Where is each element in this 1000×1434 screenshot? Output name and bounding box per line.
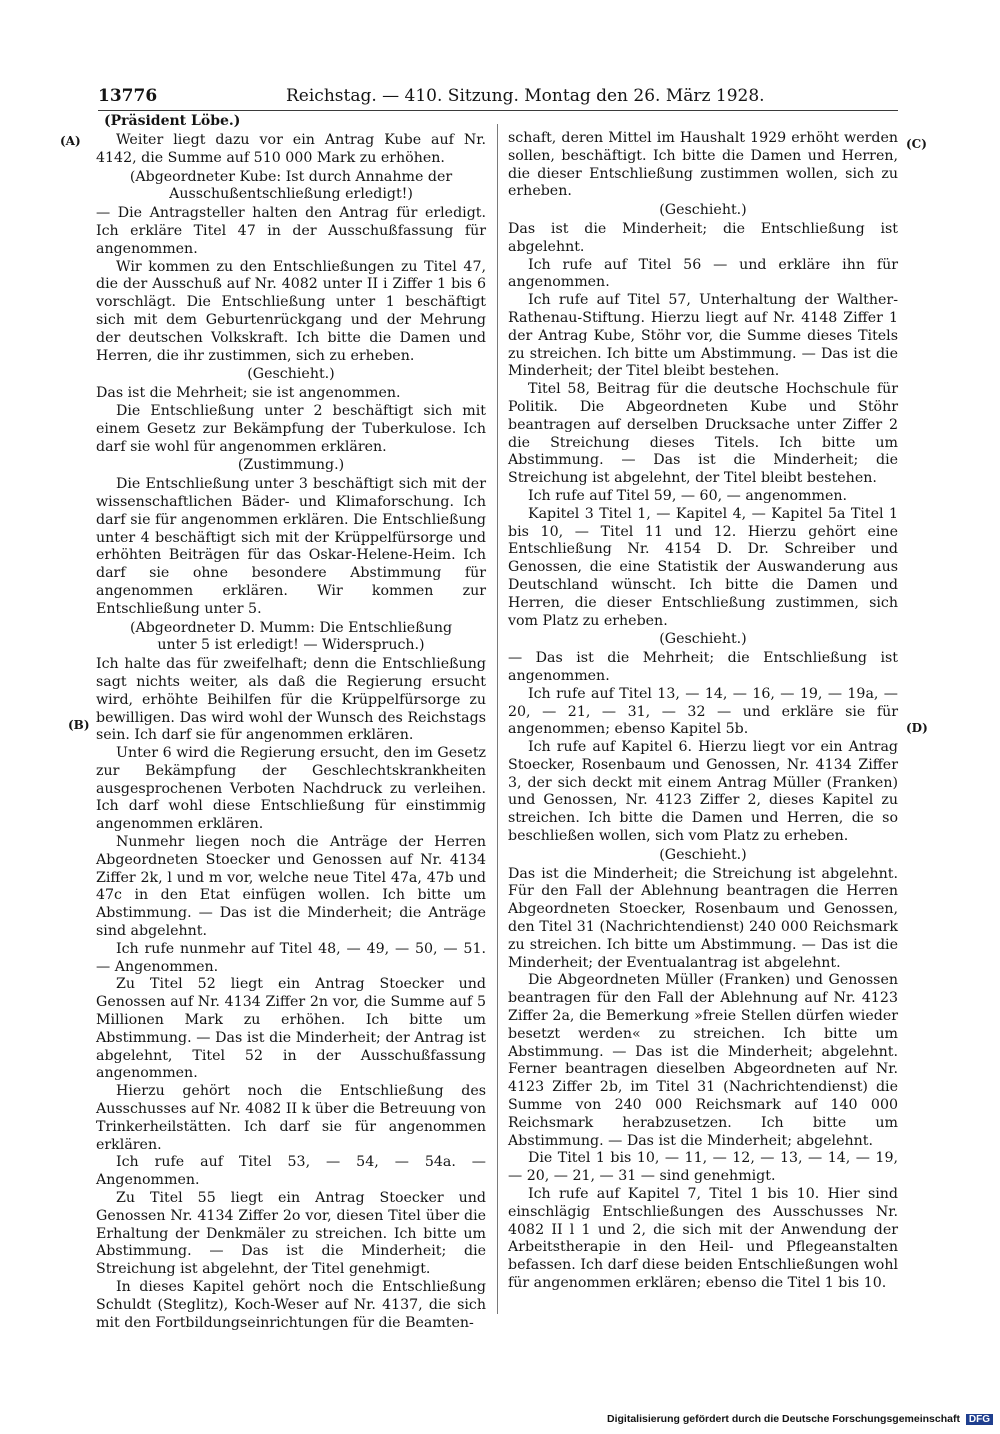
stage-direction: (Zustimmung.) [237,457,345,474]
paragraph: schaft, deren Mittel im Haushalt 1929 erhöht werden sollen, beschäftigt. Ich bitte die Damen und Herren, die dieser Entschließung zustimmen wollen, sich zu erheben. [508,130,898,200]
paragraph: Titel 58, Beitrag für die deutsche Hochschule für Politik. Die Abgeordneten Kube und Stöhr beantragen auf derselben Drucksache unter Ziffer 2 die Streichung dieses Titels. Ich bitte um Abstimmung. — Das ist die Minderheit; die Streichung ist abgelehnt, der Titel bleibt bestehen. [508,381,898,487]
paragraph: Ich rufe auf Titel 13, — 14, — 16, — 19, — 19a, — 20, — 21, — 31, — 32 — und erkläre sie für angenommen; ebenso Kapitel 5b. [508,685,898,738]
running-title: Reichstag. — 410. Sitzung. Montag den 26. März 1928. [286,86,765,106]
paragraph: Ich rufe auf Titel 56 — und erkläre ihn für angenommen. [508,256,898,291]
paragraph: Ich rufe auf Titel 53, — 54, — 54a. — Angenommen. [96,1154,486,1189]
paragraph: Weiter liegt dazu vor ein Antrag Kube auf Nr. 4142, die Summe auf 510 000 Mark zu erhöhen. [96,132,486,166]
paragraph: Ich rufe auf Titel 59, — 60, — angenommen. [528,487,848,504]
header-rule [98,110,898,111]
paragraph: Das ist die Minderheit; die Streichung ist abgelehnt. Für den Fall der Ablehnung beantragen die Herren Abgeordneten Stoecker, Rosenbaum und Genossen, den Titel 31 (Nachrichtendienst) 240 000 Reichsmark zu streichen. Ich bitte um Abstimmung. — Das ist die Minderheit; der Eventualantrag ist abgelehnt. [508,865,898,971]
interjection: (Abgeordneter Kube: Ist durch Annahme der Ausschußentschließung erledigt!) [129,168,453,203]
footer-text: Digitalisierung gefördert durch die Deutsche Forschungsgemeinschaft [607,1413,960,1425]
paragraph: — Das ist die Mehrheit; die Entschließung ist angenommen. [508,650,898,684]
paragraph: Kapitel 3 Titel 1, — Kapitel 4, — Kapitel 5a Titel 1 bis 10, — Titel 11 und 12. Hierzu gehört eine Entschließung Nr. 4154 D. Dr. Schreiber und Genossen, die eine Statistik der Auswanderung aus Deutschland wünscht. Ich bitte die Damen und Herren, die dieser Entschließung zustimmen, sich vom Platz zu erheben. [508,505,898,629]
margin-marker-c: (C) [906,137,927,151]
paragraph: Ich rufe auf Kapitel 6. Hierzu liegt vor ein Antrag Stoecker, Rosenbaum und Genossen, Nr. 4134 Ziffer 3, der sich deckt mit einem Antrag Müller (Franken) und Genossen, Nr. 4123 Ziffer 2, dieses Kapitel zu streichen. Ich bitte die Damen und Herren, die so beschließen wollen, sich vom Platz zu erheben. [508,739,898,845]
paragraph: Die Abgeordneten Müller (Franken) und Genossen beantragen für den Fall der Ablehnung auf Nr. 4123 Ziffer 2a, die Bemerkung »freie Stellen dürfen wieder besetzt werden« zu streichen. Ich bitte um Abstimmung. — Das ist die Minderheit; abgelehnt. Ferner beantragen dieselben Abgeordneten auf Nr. 4123 Ziffer 2b, im Titel 31 (Nachrichtendienst) die Summe von 240 000 Reichsmark auf 140 000 Reichsmark herabzusetzen. Ich bitte um Abstimmung. — Das ist die Minderheit; abgelehnt. [508,972,898,1149]
paragraph: Die Entschließung unter 2 beschäftigt sich mit einem Gesetz zur Bekämpfung der Tuberkulose. Ich darf sie wohl für angenommen erklären. [96,402,486,455]
paragraph: Ich halte das für zweifelhaft; denn die Entschließung sagt nichts weiter, als daß die Regierung ersucht wird, erhöhte Beihilfen für die Krüppelfürsorge zu bewilligen. Das wird wohl der Wunsch des Reichstags sein. Ich darf sie für angenommen erklären. [96,656,486,744]
footer-credit [607,1413,993,1425]
paragraph: Ich rufe auf Titel 57, Unterhaltung der Walther-Rathenau-Stiftung. Hierzu liegt auf Nr. 4148 Ziffer 1 der Antrag Kube, Stöhr vor, die Summe dieses Titels zu streichen. Ich bitte um Abstimmung. — Das ist die Minderheit; der Titel bleibt bestehen. [508,292,898,380]
paragraph: Die Entschließung unter 3 beschäftigt sich mit der wissenschaftlichen Bäder- und Klimaforschung. Ich darf sie für angenommen erklären. Die Entschließung unter 4 beschäftigt sich mit der Krüppelfürsorge und erhöhten Beiträgen für das Oskar-Helene-Heim. Ich darf sie ohne besondere Abstimmung für angenommen erklären. Wir kommen zur Entschließung unter 5. [96,476,486,617]
stage-direction: (Geschieht.) [659,846,747,863]
dfg-logo: DFG [966,1414,993,1425]
page-number: 13776 [98,86,158,106]
stage-direction: (Geschieht.) [659,631,747,648]
paragraph: Ich rufe auf Kapitel 7, Titel 1 bis 10. Hier sind einschlägig Entschließungen des Ausschusses Nr. 4082 II l 1 und 2, die sich mit der Anwendung der Arbeitstherapie in den Heil- und Pflegeanstalten befassen. Ich darf diese beiden Entschließungen wohl für angenommen erklären; ebenso die Titel 1 bis 10. [508,1186,898,1291]
paragraph: In dieses Kapitel gehört noch die Entschließung Schuldt (Steglitz), Koch-Weser auf Nr. 4137, die sich mit den Fortbildungseinrichtungen für die Beamten- [96,1279,486,1331]
margin-marker-a: (A) [60,134,81,148]
paragraph: Hierzu gehört noch die Entschließung des Ausschusses auf Nr. 4082 II k über die Betreuung von Trinkerheilstätten. Ich darf sie für angenommen erklären. [96,1083,486,1153]
interjection: (Abgeordneter D. Mumm: Die Entschließung unter 5 ist erledigt! — Widerspruch.) [129,619,453,654]
column-divider [497,124,498,1314]
paragraph: Zu Titel 55 liegt ein Antrag Stoecker und Genossen Nr. 4134 Ziffer 2o vor, diesen Titel über die Erhaltung der Denkmäler zu streichen. Ich bitte um Abstimmung. — Das ist die Minderheit; die Streichung ist abgelehnt, der Titel genehmigt. [96,1190,486,1278]
margin-marker-d: (D) [906,721,928,735]
stage-direction: (Geschieht.) [247,366,335,383]
paragraph: Das ist die Mehrheit; sie ist angenommen. [96,385,401,402]
margin-marker-b: (B) [68,718,90,732]
speaker-label: (Präsident Löbe.) [104,113,241,129]
paragraph: Ich rufe nunmehr auf Titel 48, — 49, — 50, — 51. — Angenommen. [96,940,486,975]
paragraph: Wir kommen zu den Entschließungen zu Titel 47, die der Ausschuß auf Nr. 4082 unter II i Ziffer 1 bis 6 vorschlägt. Die Entschließung unter 1 beschäftigt sich mit dem Geburtenrückgang und der Mehrung der deutschen Volkskraft. Ich bitte die Damen und Herren, die ihr zustimmen, sich zu erheben. [96,258,486,364]
left-column [96,132,486,1332]
page-header [98,86,898,112]
paragraph: Nunmehr liegen noch die Anträge der Herren Abgeordneten Stoecker und Genossen auf Nr. 4134 Ziffer 2k, l und m vor, welche neue Titel 47a, 47b und 47c in den Etat einfügen wollen. Ich bitte um Abstimmung. — Das ist die Minderheit; die Anträge sind abgelehnt. [96,834,486,940]
paragraph: Zu Titel 52 liegt ein Antrag Stoecker und Genossen auf Nr. 4134 Ziffer 2n vor, die Summe auf 5 Millionen Mark zu erhöhen. Ich bitte um Abstimmung. — Das ist die Minderheit; der Antrag ist abgelehnt, Titel 52 in der Ausschußfassung angenommen. [96,976,486,1082]
paragraph: Die Titel 1 bis 10, — 11, — 12, — 13, — 14, — 19, — 20, — 21, — 31 — sind genehmigt. [508,1150,898,1185]
paragraph: — Die Antragsteller halten den Antrag für erledigt. Ich erkläre Titel 47 in der Ausschußfassung für angenommen. [96,205,486,257]
paragraph: Unter 6 wird die Regierung ersucht, den im Gesetz zur Bekämpfung der Geschlechtskrankheiten ausgesprochenen Verboten Nachdruck zu verleihen. Ich darf wohl diese Entschließung für einstimmig angenommen erklären. [96,745,486,833]
stage-direction: (Geschieht.) [659,202,747,219]
paragraph: Das ist die Minderheit; die Entschließung ist abgelehnt. [508,220,898,255]
right-column [508,130,898,1293]
